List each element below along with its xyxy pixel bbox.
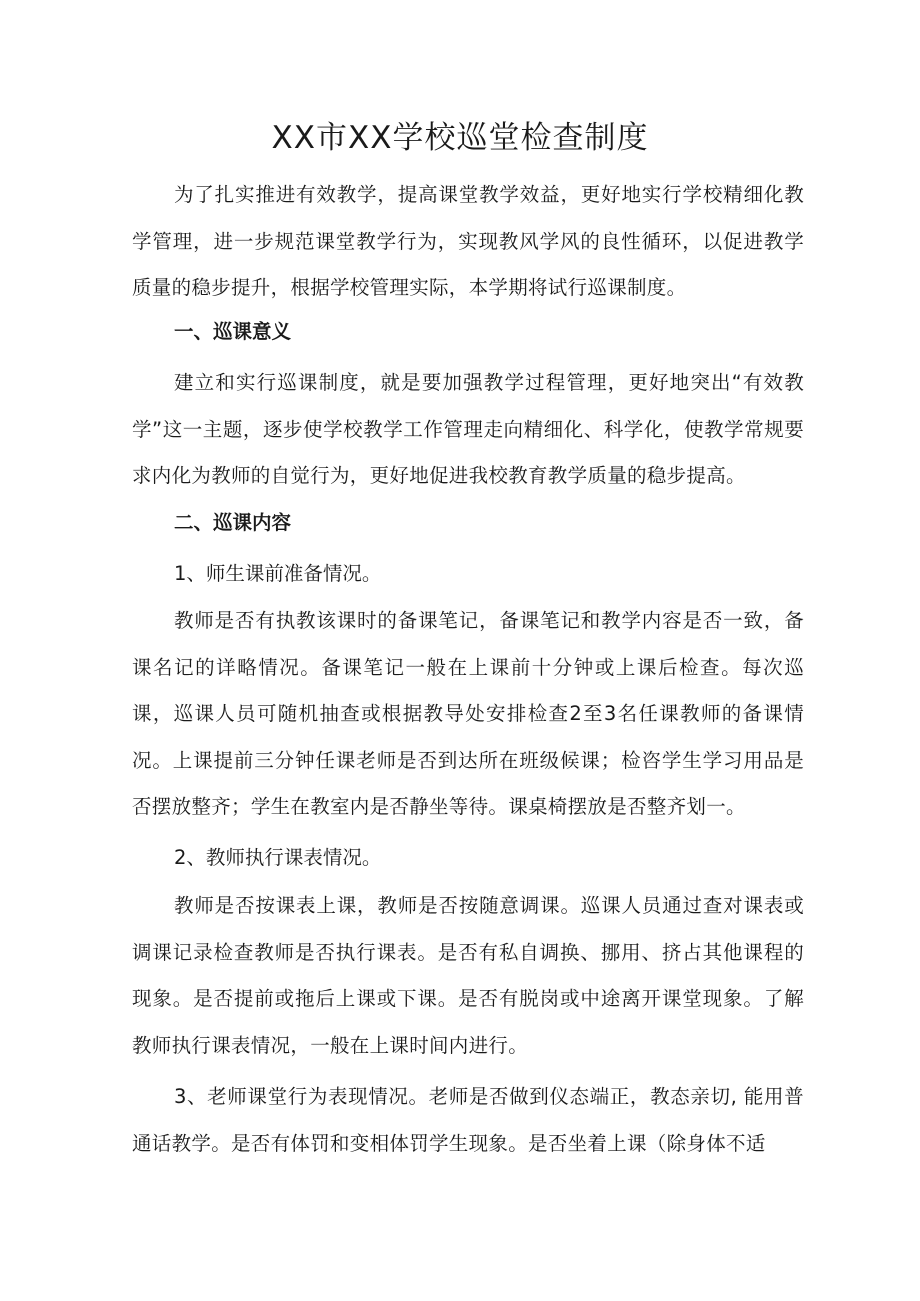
item-2-label: 2、教师执行课表情况。 xyxy=(174,846,382,869)
item-2-paragraph: 教师是否按课表上课，教师是否按随意调课。巡课人员通过查对课表或调课记录检查教师是否执行课表。是否有私自调换、挪用、挤占其他课程的现象。是否提前或拖后上课或下课。是否有脱岗或中途离开课堂现象。了解教师执行课表情况，一般在上课时间内进行。 xyxy=(132,894,804,1057)
item-1-label: 1、师生课前准备情况。 xyxy=(174,562,382,585)
significance-paragraph: 建立和实行巡课制度，就是要加强教学过程管理，更好地突出“有效教学”这一主题，逐步使学校教学工作管理走向精细化、科学化，使教学常规要求内化为教师的自觉行为，更好地促进我校教育教学质量的稳步提高。 xyxy=(132,371,804,487)
item-3-paragraph: 3、老师课堂行为表现情况。老师是否做到仪态端正，教态亲切, 能用普通话教学。是否有体罚和变相体罚学生现象。是否坐着上课（除身体不适 xyxy=(132,1085,804,1155)
item-1-paragraph: 教师是否有执教该课时的备课笔记，备课笔记和教学内容是否一致，备课名记的详略情况。备课笔记一般在上课前十分钟或上课后检查。每次巡课，巡课人员可随机抽查或根据教导处安排检查2至3名任课教师的备课情况。上课提前三分钟任课老师是否到达所在班级候课；检咨学生学习用品是否摆放整齐；学生在教室内是否静坐等待。课桌椅摆放是否整齐划一。 xyxy=(132,609,804,818)
section-heading-significance: 一、巡课意义 xyxy=(174,320,292,343)
page-title: XX市XX学校巡堂检查制度 xyxy=(271,120,649,156)
intro-paragraph: 为了扎实推进有效教学，提高课堂教学效益，更好地实行学校精细化教学管理，进一步规范课堂教学行为，实现教风学风的良性循环，以促进教学质量的稳步提升，根据学校管理实际，本学期将试行巡课制度。 xyxy=(132,183,804,299)
section-heading-content: 二、巡课内容 xyxy=(174,511,292,534)
